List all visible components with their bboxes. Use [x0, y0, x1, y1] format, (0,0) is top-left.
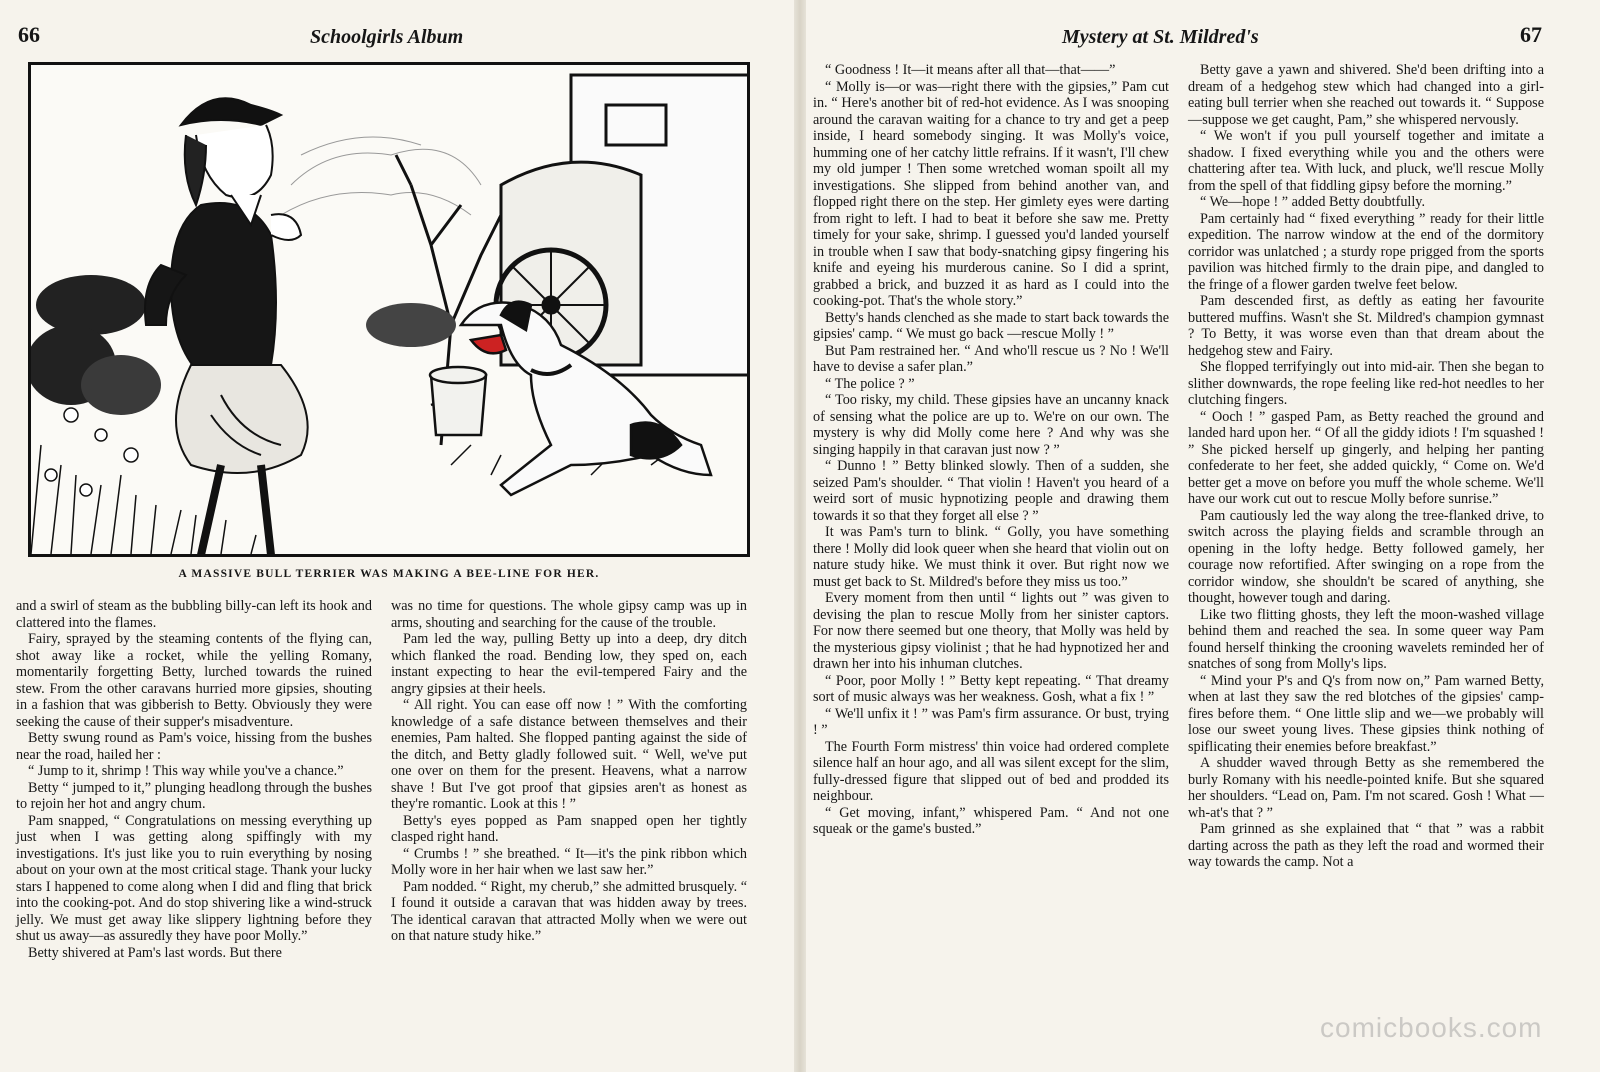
paragraph: “ We won't if you pull yourself together and imitate a shadow. I fixed everything while you and the others were chattering after tea. With luck, and pluck, we'll rescue Molly from the spell of that fiddling gipsy before the morning.”: [1188, 128, 1544, 194]
paragraph: Betty “ jumped to it,” plunging headlong through the bushes to rejoin her hot and angry chum.: [16, 779, 372, 812]
paragraph: “ Mind your P's and Q's from now on,” Pam warned Betty, when at last they saw the red blotches of the gipsies' camp-fires before them. “ One little slip and we—we probably will lose our sweet young lives. These gipsies think nothing of spiflicating their enemies before breakfast.”: [1188, 672, 1544, 755]
right-page-column-2: [1188, 62, 1544, 871]
illustration-caption: A MASSIVE BULL TERRIER WAS MAKING A BEE-LINE FOR HER.: [178, 568, 600, 580]
left-page-column-2: [391, 598, 747, 945]
paragraph: Pam cautiously led the way along the tree-flanked drive, to switch across the playing fields and scramble through an opening in the lofty hedge. Betty followed gamely, her courage now refortified. After swinging on a rope from the corridor window, she shouldn't be scared of anything, she thought, however tough and daring.: [1188, 507, 1544, 606]
paragraph: Pam led the way, pulling Betty up into a deep, dry ditch which flanked the road. Bending low, they sped on, each instant expecting to hear the evil-tempered Fairy and the angry gipsies at their heels.: [391, 631, 747, 697]
paragraph: Pam nodded. “ Right, my cherub,” she admitted brusquely. “ I found it outside a caravan that was hidden away by trees. The identical caravan that attracted Molly when we were out on that nature study hike.”: [391, 878, 747, 944]
paragraph: Fairy, sprayed by the steaming contents of the flying can, shot away like a rocket, while the yelling Romany, momentarily forgetting Betty, lurched towards the ruined stew. From the other caravans hurried more gipsies, shouting in a fashion that was gibberish to Betty. Obviously they were seeking the cause of their supper's misadventure.: [16, 631, 372, 730]
page-number-right: 67: [1520, 22, 1542, 47]
paragraph: Pam certainly had “ fixed everything ” ready for their little expedition. The narrow window at the end of the dormitory corridor was unlatched ; a sturdy rope prigged from the sports pavilion was hitched firmly to the drain pipe, and dangled to the fringe of a flower garden twelve feet below.: [1188, 210, 1544, 293]
paragraph: Betty's eyes popped as Pam snapped open her tightly clasped right hand.: [391, 812, 747, 845]
paragraph: “ Too risky, my child. These gipsies have an uncanny knack of sensing what the police are up to. We're on our own. The mystery is why did Molly come here ? And why was she singing happily in that caravan just now ? ”: [813, 392, 1169, 458]
page-gutter: [794, 0, 806, 1072]
left-page-column-1: [16, 598, 372, 961]
running-head-right: Mystery at St. Mildred's: [1062, 26, 1259, 48]
paragraph: Betty gave a yawn and shivered. She'd been drifting into a dream of a hedgehog stew which had changed into a girl-eating bull terrier when she reached out towards it. “ Suppose—suppose we get caught, Pam,” she whispered nervously.: [1188, 62, 1544, 128]
paragraph: Betty's hands clenched as she made to start back towards the gipsies' camp. “ We must go back —rescue Molly ! ”: [813, 309, 1169, 342]
paragraph: and a swirl of steam as the bubbling billy-can left its hook and clattered into the flames.: [16, 598, 372, 631]
paragraph: “ Dunno ! ” Betty blinked slowly. Then of a sudden, she seized Pam's shoulder. “ That violin ! Haven't you heard of a weird sort of music hypnotizing people and drawing them towards it so that they forget all else ? ”: [813, 458, 1169, 524]
paragraph: “ The police ? ”: [825, 375, 915, 392]
right-page-column-1: [813, 62, 1169, 838]
paragraph: “ We'll unfix it ! ” was Pam's firm assurance. Or bust, trying ! ”: [813, 705, 1169, 738]
paragraph: “ Get moving, infant,” whispered Pam. “ And not one squeak or the game's busted.”: [813, 804, 1169, 837]
left-page: [0, 0, 790, 1072]
illustration: [28, 62, 750, 557]
paragraph: “ All right. You can ease off now ! ” With the comforting knowledge of a safe distance between themselves and their enemies, Pam halted. She flopped panting against the side of the ditch, and Betty gladly followed suit. “ Well, we've put one over on them for the present. Heavens, what a narrow shave ! But I've got proof that gipsies aren't as honest as they're romantic. Look at this ! ”: [391, 697, 747, 812]
paragraph: was no time for questions. The whole gipsy camp was up in arms, shouting and searching for the cause of the trouble.: [391, 598, 747, 631]
paragraph: “ We—hope ! ” added Betty doubtfully.: [1200, 194, 1426, 210]
paragraph: Like two flitting ghosts, they left the moon-washed village behind them and reached the sea. In some queer way Pam found herself thinking the crooning wavelets reminded her of snatches of song from Molly's lips.: [1188, 606, 1544, 672]
paragraph: Pam descended first, as deftly as eating her favourite buttered muffins. Wasn't she St. Mildred's champion gymnast ? To Betty, it was worse even than that dream about the hedgehog stew and Fairy.: [1188, 293, 1544, 359]
paragraph: “ Poor, poor Molly ! ” Betty kept repeating. “ That dreamy sort of music always was her weakness. Gosh, what a fix ! ”: [813, 672, 1169, 705]
right-page: [810, 0, 1600, 1072]
illustration-drawing: [31, 65, 747, 554]
paragraph: “ Ooch ! ” gasped Pam, as Betty reached the ground and landed hard upon her. “ Of all the giddy idiots ! I'm squashed ! ” She picked herself up gingerly, and helping her panting confederate to her feet, she added quickly, “ Come on. We'd better get a move on before you muff the whole scheme. We'll have our work cut out to rescue Molly before sunrise.”: [1188, 408, 1544, 507]
paragraph: Pam grinned as she explained that “ that ” was a rabbit darting across the path as they left the road and wormed their way towards the camp. Not a: [1188, 821, 1544, 870]
page-number-left: 66: [18, 22, 40, 47]
paragraph: Betty swung round as Pam's voice, hissing from the bushes near the road, hailed her :: [16, 730, 372, 763]
paragraph: Every moment from then until “ lights out ” was given to devising the plan to rescue Molly from her sinister captors. For now there seemed but one theory, that Molly was held by the mysterious gipsy violinist ; that he had hypnotized her and drawn her into his inhuman clutches.: [813, 590, 1169, 672]
paragraph: A shudder waved through Betty as she remembered the burly Romany with his needle-pointed knife. But she squared her shoulders. “Lead on, Pam. I'm not scared. Gosh ! What — wh-at's that ? ”: [1188, 755, 1544, 821]
paragraph: “ Molly is—or was—right there with the gipsies,” Pam cut in. “ Here's another bit of red-hot evidence. As I was snooping around the caravan waiting for a chance to try and get a peep inside, I heard somebody singing. It was Molly's voice, humming one of her catchy little refrains. If it wasn't, I'll chew my old jumper ! Then some wretched woman spoilt all my investigations. She slipped from behind another van, and flopped right there on the step. Her gimlety eyes were darting from right to left. I had to beat it before she saw me. Pretty timely for your sake, shrimp. I guessed you'd landed yourself in trouble when I saw that body-snatching gipsy fingering his knife and eyeing his murderous canine. So I did a sprint, grabbed a brick, and buzzed it as hard as I could into the cooking-pot. That's the whole story.”: [813, 78, 1169, 309]
paragraph: “ Crumbs ! ” she breathed. “ It—it's the pink ribbon which Molly wore in her hair when we last saw her.”: [391, 845, 747, 878]
running-head-left: Schoolgirls Album: [310, 26, 464, 48]
paragraph: “ Goodness ! It—it means after all that—that——”: [825, 62, 1116, 78]
paragraph: But Pam restrained her. “ And who'll rescue us ? No ! We'll have to devise a safer plan.”: [813, 342, 1169, 375]
paragraph: She flopped terrifyingly out into mid-air. Then she began to slither downwards, the rope feeling like red-hot needles to her clutching fingers.: [1188, 359, 1544, 408]
paragraph: The Fourth Form mistress' thin voice had ordered complete silence half an hour ago, and all was silent except for the slim, fully-dressed figure that slipped out of bed and prodded its neighbour.: [813, 738, 1169, 804]
paragraph: Pam snapped, “ Congratulations on messing everything up just when I was getting along spiffingly with my investigations. It's just like you to ruin everything by nosing about on your own at the most critical stage. Thank your lucky stars I happened to come along when I did and fling that brick into the cooking-pot. And do stop shivering like a wind-struck jelly. We must get away like slippery lightning before they shut us away—as assuredly they have poor Molly.”: [16, 812, 372, 944]
watermark: comicbooks.com: [1320, 1012, 1543, 1043]
paragraph: Betty shivered at Pam's last words. But there: [28, 944, 282, 961]
paragraph: It was Pam's turn to blink. “ Golly, you have something there ! Molly did look queer when she heard that violin out on nature study hike. We must think it over. But right now we must get back to St. Mildred's before they miss us too.”: [813, 524, 1169, 590]
paragraph: “ Jump to it, shrimp ! This way while you've a chance.”: [28, 763, 344, 779]
